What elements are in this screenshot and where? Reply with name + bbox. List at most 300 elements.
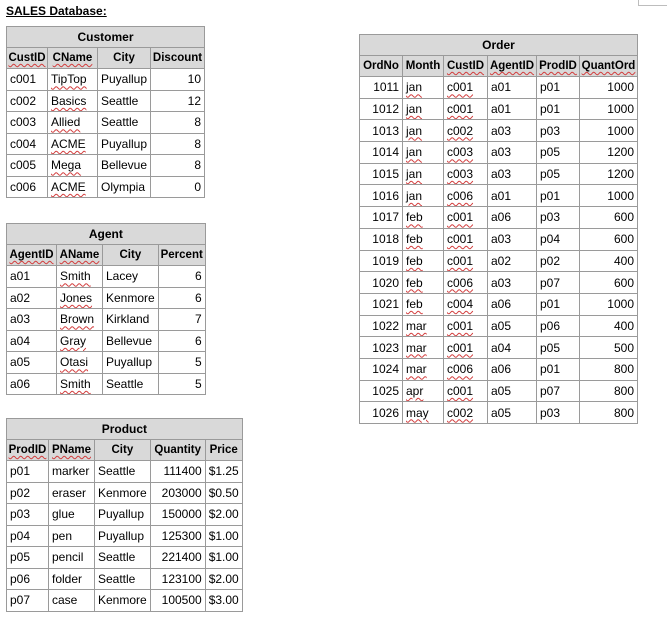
order-cell-text: apr [406, 383, 424, 398]
product-cell [49, 482, 95, 504]
order-cell [360, 163, 403, 185]
order-cell [488, 272, 537, 294]
agent-cell [103, 266, 159, 288]
order-cell [403, 315, 444, 337]
order-cell-text: 400 [613, 318, 634, 333]
order-cell-text: p01 [540, 188, 561, 203]
agent-cell-text: Seattle [106, 376, 144, 391]
agent-cell-text: Brown [60, 312, 95, 327]
customer-cell [98, 133, 151, 155]
product-table [6, 418, 243, 612]
product-cell [7, 461, 49, 483]
product-cell-text: Seattle [98, 550, 136, 565]
order-cell [580, 142, 638, 164]
agent-table-row [7, 266, 206, 288]
product-table-row [7, 568, 243, 590]
order-cell-text: mar [406, 340, 427, 355]
order-column-header [403, 56, 444, 77]
order-cell [444, 163, 488, 185]
customer-cell [7, 176, 48, 198]
agent-cell [57, 330, 103, 352]
order-cell-text: c006 [447, 188, 474, 203]
product-cell-text: $1.00 [208, 550, 239, 565]
customer-column-header [7, 48, 48, 69]
product-table-row [7, 590, 243, 612]
order-cell-text: c003 [447, 167, 474, 182]
order-cell [537, 380, 580, 402]
order-cell [444, 120, 488, 142]
order-cell [403, 142, 444, 164]
order-cell [403, 77, 444, 99]
agent-column-header-label: Percent [160, 249, 203, 261]
customer-cell-text: c003 [10, 115, 37, 130]
agent-cell [158, 287, 205, 309]
order-cell [444, 228, 488, 250]
product-cell-text: $2.00 [208, 571, 239, 586]
order-cell [360, 337, 403, 359]
order-cell [537, 163, 580, 185]
product-column-header [49, 440, 95, 461]
product-cell-text: eraser [52, 485, 87, 500]
order-cell-text: p06 [540, 318, 561, 333]
order-cell-text: jan [406, 123, 423, 138]
product-cell-text: p07 [10, 593, 31, 608]
order-cell-text: 1014 [372, 145, 399, 160]
order-cell [537, 120, 580, 142]
product-cell [49, 461, 95, 483]
order-cell-text: 1019 [372, 253, 399, 268]
product-cell [205, 525, 242, 547]
order-table-title: Order [360, 35, 638, 56]
agent-cell [7, 266, 57, 288]
order-cell [360, 272, 403, 294]
product-cell-text: p04 [10, 528, 31, 543]
order-cell [580, 402, 638, 424]
agent-column-header [57, 245, 103, 266]
product-cell [7, 568, 49, 590]
agent-cell-text: 6 [195, 269, 202, 284]
order-cell-text: c001 [447, 383, 474, 398]
product-cell [150, 547, 205, 569]
order-cell-text: 600 [613, 210, 634, 225]
customer-cell-text: c002 [10, 93, 37, 108]
agent-table [6, 223, 206, 395]
order-table-row [360, 293, 638, 315]
customer-column-header [151, 48, 205, 69]
agent-cell [7, 373, 57, 395]
order-cell [488, 358, 537, 380]
order-cell-text: c001 [447, 340, 474, 355]
agent-column-header-label: City [119, 249, 142, 261]
product-cell [150, 568, 205, 590]
product-cell [150, 461, 205, 483]
product-cell-text: marker [52, 464, 90, 479]
customer-cell [98, 176, 151, 198]
order-cell [580, 185, 638, 207]
product-cell-text: p01 [10, 464, 31, 479]
agent-table-row [7, 330, 206, 352]
product-cell [205, 504, 242, 526]
order-table-row [360, 337, 638, 359]
order-cell [580, 250, 638, 272]
agent-cell-text: a02 [10, 290, 31, 305]
product-cell [95, 461, 151, 483]
customer-cell-text: TipTop [51, 72, 87, 87]
order-cell [403, 185, 444, 207]
order-cell-text: c001 [447, 318, 474, 333]
order-cell [488, 120, 537, 142]
order-cell-text: 800 [613, 362, 634, 377]
order-table-row [360, 163, 638, 185]
order-cell [537, 293, 580, 315]
product-cell [205, 461, 242, 483]
order-cell-text: 800 [613, 405, 634, 420]
product-cell [95, 568, 151, 590]
product-column-header-label: ProdID [8, 444, 47, 456]
product-column-header [7, 440, 49, 461]
order-table-row [360, 380, 638, 402]
agent-cell-text: 6 [195, 333, 202, 348]
product-table-title: Product [7, 419, 243, 440]
order-cell [360, 142, 403, 164]
order-cell-text: p05 [540, 145, 561, 160]
order-cell [444, 402, 488, 424]
agent-cell [57, 373, 103, 395]
agent-column-header-label: AName [59, 249, 100, 261]
product-cell-text: glue [52, 507, 75, 522]
order-table [359, 34, 638, 424]
product-cell [150, 590, 205, 612]
order-cell-text: c001 [447, 253, 474, 268]
product-cell-text: Kenmore [98, 485, 147, 500]
order-cell [488, 163, 537, 185]
order-cell [537, 142, 580, 164]
product-cell [95, 525, 151, 547]
agent-cell-text: Jones [60, 290, 93, 305]
customer-cell-text: c001 [10, 72, 37, 87]
order-cell-text: a01 [491, 80, 512, 95]
order-cell-text: a03 [491, 167, 512, 182]
order-cell-text: c006 [447, 275, 474, 290]
product-cell [95, 590, 151, 612]
product-cell [7, 547, 49, 569]
agent-cell [158, 309, 205, 331]
customer-cell-text: c006 [10, 179, 37, 194]
order-cell-text: 1023 [372, 340, 399, 355]
customer-cell [48, 133, 98, 155]
customer-column-header-label: CustID [8, 52, 46, 64]
product-cell-text: p06 [10, 571, 31, 586]
order-cell [537, 207, 580, 229]
order-cell-text: p07 [540, 383, 561, 398]
agent-cell-text: a04 [10, 333, 31, 348]
product-column-header [150, 440, 205, 461]
customer-cell [151, 133, 205, 155]
order-cell [403, 163, 444, 185]
order-cell-text: c001 [447, 102, 474, 117]
agent-table-container [6, 223, 206, 395]
agent-cell-text: Smith [60, 376, 91, 391]
order-cell [444, 380, 488, 402]
agent-column-header-label: AgentID [9, 249, 54, 261]
product-table-row [7, 482, 243, 504]
agent-cell [103, 330, 159, 352]
order-cell [580, 228, 638, 250]
agent-table-row [7, 352, 206, 374]
order-cell [580, 207, 638, 229]
order-column-header-label: ProdID [539, 60, 577, 72]
order-cell-text: a05 [491, 405, 512, 420]
customer-cell [151, 176, 205, 198]
order-table-row [360, 207, 638, 229]
agent-cell [7, 330, 57, 352]
order-cell-text: feb [406, 253, 423, 268]
customer-cell-text: 0 [194, 179, 202, 194]
agent-cell [7, 309, 57, 331]
product-column-header-label: Price [209, 444, 238, 456]
order-table-container [359, 34, 638, 424]
order-cell [360, 120, 403, 142]
order-column-header-label: Month [405, 60, 441, 72]
product-cell [205, 590, 242, 612]
order-cell-text: 1200 [607, 167, 634, 182]
customer-column-header-label: Discount [152, 52, 203, 64]
order-cell [488, 250, 537, 272]
product-cell [7, 482, 49, 504]
order-cell-text: c006 [447, 362, 474, 377]
product-cell [205, 568, 242, 590]
order-cell [403, 293, 444, 315]
product-cell-text: $2.00 [208, 507, 239, 522]
order-cell-text: 1018 [372, 232, 399, 247]
order-cell-text: p03 [540, 210, 561, 225]
order-column-header [580, 56, 638, 77]
product-table-row [7, 525, 243, 547]
order-cell [403, 358, 444, 380]
order-cell-text: 1011 [373, 80, 399, 95]
customer-cell [151, 112, 205, 134]
order-cell [360, 185, 403, 207]
product-cell [95, 504, 151, 526]
agent-cell-text: 6 [195, 290, 202, 305]
order-cell-text: a05 [491, 383, 512, 398]
order-cell-text: p07 [540, 275, 561, 290]
product-cell-text: 221400 [161, 550, 202, 565]
product-cell-text: pen [52, 528, 73, 543]
order-cell-text: p01 [540, 297, 561, 312]
order-cell-text: c004 [447, 297, 474, 312]
order-cell [537, 402, 580, 424]
corner-divider [638, 0, 667, 6]
customer-cell [7, 112, 48, 134]
order-column-header-label: AgentID [489, 60, 535, 72]
customer-cell [7, 69, 48, 91]
order-cell [488, 98, 537, 120]
order-cell-text: 600 [613, 232, 634, 247]
customer-cell-text: Puyallup [101, 72, 148, 87]
order-cell [580, 293, 638, 315]
order-cell-text: c003 [447, 145, 474, 160]
order-cell [403, 250, 444, 272]
order-cell-text: p04 [540, 232, 561, 247]
order-cell [580, 380, 638, 402]
order-cell-text: 1022 [372, 318, 399, 333]
agent-cell [103, 287, 159, 309]
product-cell [7, 590, 49, 612]
customer-cell [7, 155, 48, 177]
customer-cell [98, 69, 151, 91]
product-cell-text: $0.50 [208, 485, 239, 500]
order-cell-text: a01 [491, 188, 512, 203]
order-cell [580, 163, 638, 185]
product-cell [49, 547, 95, 569]
customer-table [6, 26, 205, 198]
agent-column-header [158, 245, 205, 266]
order-cell-text: p03 [540, 405, 561, 420]
order-cell [403, 337, 444, 359]
agent-table-row [7, 309, 206, 331]
order-cell-text: a06 [491, 297, 512, 312]
order-table-row [360, 98, 638, 120]
customer-cell [151, 90, 205, 112]
customer-table-row [7, 69, 205, 91]
agent-cell [103, 352, 159, 374]
product-column-header-label: PName [52, 444, 91, 456]
order-cell [360, 98, 403, 120]
product-cell [95, 547, 151, 569]
product-cell [49, 504, 95, 526]
customer-cell [48, 112, 98, 134]
order-cell [403, 120, 444, 142]
product-column-header-label: City [111, 444, 134, 456]
agent-cell [158, 352, 205, 374]
order-table-row [360, 120, 638, 142]
order-cell-text: 1016 [372, 188, 399, 203]
product-cell-text: $1.00 [208, 528, 239, 543]
order-cell-text: 1021 [372, 297, 399, 312]
product-cell-text: $1.25 [208, 464, 239, 479]
agent-column-header [103, 245, 159, 266]
order-cell-text: a01 [491, 102, 512, 117]
product-cell-text: Puyallup [98, 507, 145, 522]
customer-cell-text: Bellevue [101, 158, 148, 173]
order-cell [444, 98, 488, 120]
customer-cell [98, 155, 151, 177]
customer-column-header [48, 48, 98, 69]
order-cell-text: a03 [491, 275, 512, 290]
order-cell-text: a05 [491, 318, 512, 333]
customer-table-container [6, 26, 205, 198]
order-cell-text: 1026 [372, 405, 399, 420]
order-column-header [444, 56, 488, 77]
order-cell-text: a06 [491, 210, 512, 225]
order-cell [488, 293, 537, 315]
order-table-row [360, 142, 638, 164]
customer-cell [98, 112, 151, 134]
order-cell [444, 337, 488, 359]
agent-table-row [7, 373, 206, 395]
order-cell-text: 1000 [607, 80, 634, 95]
order-cell [580, 120, 638, 142]
customer-cell-text: Seattle [101, 115, 139, 130]
agent-cell [7, 287, 57, 309]
agent-cell [103, 373, 159, 395]
order-cell [360, 250, 403, 272]
order-cell [537, 250, 580, 272]
order-cell-text: 500 [613, 340, 634, 355]
order-cell [360, 228, 403, 250]
customer-cell-text: c005 [10, 158, 37, 173]
order-cell [444, 315, 488, 337]
order-column-header-label: QuantOrd [581, 60, 636, 72]
agent-cell [57, 287, 103, 309]
customer-table-title: Customer [7, 27, 205, 48]
product-column-header-label: Quantity [154, 444, 202, 456]
agent-cell [158, 373, 205, 395]
customer-cell-text: Allied [51, 115, 81, 130]
customer-cell-text: Mega [51, 158, 82, 173]
product-cell-text: pencil [52, 550, 84, 565]
product-cell-text: case [52, 593, 78, 608]
customer-cell [7, 133, 48, 155]
order-column-header-label: CustID [446, 60, 485, 72]
order-column-header-label: OrdNo [363, 60, 399, 72]
order-cell-text: 1200 [607, 145, 634, 160]
order-cell [360, 315, 403, 337]
customer-cell-text: ACME [51, 136, 86, 151]
customer-cell-text: 12 [187, 93, 202, 108]
product-cell-text: folder [52, 571, 83, 586]
customer-column-header-label: CName [52, 52, 93, 64]
order-cell [580, 358, 638, 380]
order-cell-text: jan [406, 167, 423, 182]
agent-cell-text: a03 [10, 312, 31, 327]
product-cell-text: Kenmore [98, 593, 147, 608]
order-table-row [360, 185, 638, 207]
order-cell [444, 77, 488, 99]
customer-cell-text: Basics [51, 93, 87, 108]
order-table-row [360, 358, 638, 380]
order-cell-text: a03 [491, 232, 512, 247]
product-cell [95, 482, 151, 504]
order-cell [580, 77, 638, 99]
agent-cell-text: a06 [10, 376, 31, 391]
order-table-row [360, 315, 638, 337]
order-cell-text: p01 [540, 80, 561, 95]
agent-cell-text: 5 [195, 355, 202, 370]
order-cell [537, 77, 580, 99]
order-cell [537, 272, 580, 294]
order-cell [444, 142, 488, 164]
customer-cell-text: Seattle [101, 93, 139, 108]
agent-cell-text: Otasi [60, 355, 89, 370]
agent-cell-text: 7 [195, 312, 202, 327]
order-cell [537, 98, 580, 120]
customer-cell-text: 8 [194, 136, 202, 151]
order-cell-text: feb [406, 232, 423, 247]
order-cell [488, 142, 537, 164]
order-column-header [360, 56, 403, 77]
product-cell [205, 482, 242, 504]
customer-column-header [98, 48, 151, 69]
customer-table-row [7, 112, 205, 134]
order-cell-text: a04 [491, 340, 512, 355]
product-table-row [7, 461, 243, 483]
order-cell-text: p01 [540, 102, 561, 117]
order-cell-text: 1020 [372, 275, 399, 290]
agent-cell-text: Kenmore [106, 290, 155, 305]
product-cell-text: p02 [10, 485, 31, 500]
